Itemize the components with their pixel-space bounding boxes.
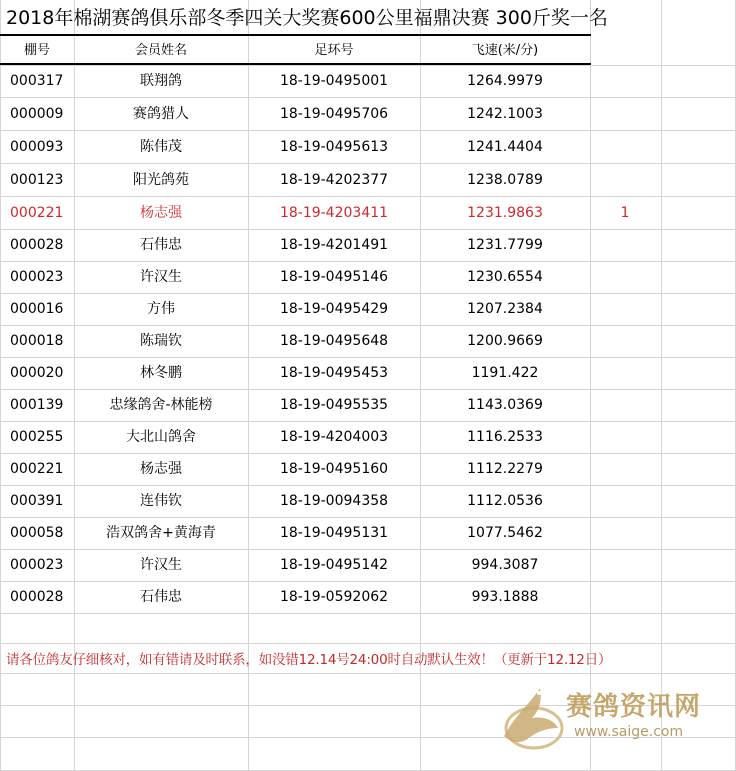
cell-ring: 18-19-0495001 <box>279 73 389 89</box>
grid-row-line <box>0 485 736 486</box>
cell-name: 杨志强 <box>140 205 182 221</box>
cell-name: 石伟忠 <box>140 589 182 605</box>
cell-id: 000058 <box>10 525 64 541</box>
header-rule <box>0 63 591 65</box>
grid-row-line <box>0 581 736 582</box>
grid-row-line <box>0 517 736 518</box>
column-header-ring: 足环号 <box>314 43 354 58</box>
cell-ring: 18-19-0495613 <box>279 139 389 155</box>
grid-row-line <box>0 421 736 422</box>
cell-id: 000028 <box>10 589 64 605</box>
cell-name: 连伟钦 <box>140 493 182 509</box>
watermark-url: www.saige.com <box>574 724 684 740</box>
grid-column-line <box>661 0 662 771</box>
cell-id: 000028 <box>10 237 64 253</box>
cell-id: 000016 <box>10 301 64 317</box>
cell-id: 000020 <box>10 365 64 381</box>
sheet-title: 2018年棉湖赛鸽俱乐部冬季四关大奖赛600公里福鼎决赛 300斤奖一名 <box>6 7 608 29</box>
pigeon-logo-icon <box>496 684 566 756</box>
cell-name: 林冬鹏 <box>140 365 182 381</box>
cell-name: 陈瑞钦 <box>140 333 182 349</box>
cell-ring: 18-19-0495429 <box>279 301 389 317</box>
cell-name: 杨志强 <box>140 461 182 477</box>
cell-speed: 1242.1003 <box>467 106 543 122</box>
cell-name: 赛鸽猎人 <box>133 106 189 122</box>
cell-id: 000093 <box>10 139 64 155</box>
grid-row-line <box>0 643 736 644</box>
grid-row-line <box>0 130 736 131</box>
grid-row-line <box>0 229 736 230</box>
cell-name: 许汉生 <box>140 557 182 573</box>
column-header-speed: 飞速(米/分) <box>471 43 539 58</box>
cell-ring: 18-19-0495535 <box>279 397 389 413</box>
cell-name: 方伟 <box>147 301 175 317</box>
cell-ring: 18-19-4201491 <box>279 237 389 253</box>
cell-speed: 1207.2384 <box>467 301 543 317</box>
cell-ring: 18-19-0495648 <box>279 333 389 349</box>
cell-ring: 18-19-0495453 <box>279 365 389 381</box>
grid-row-line <box>0 293 736 294</box>
cell-ring: 18-19-0094358 <box>279 493 389 509</box>
cell-id: 000123 <box>10 172 64 188</box>
cell-speed: 993.1888 <box>471 589 539 605</box>
cell-speed: 1231.7799 <box>467 237 543 253</box>
cell-speed: 1077.5462 <box>467 525 543 541</box>
cell-name: 浩双鸽舍+黄海青 <box>106 525 216 541</box>
cell-ring: 18-19-4204003 <box>279 429 389 445</box>
cell-name: 许汉生 <box>140 269 182 285</box>
cell-id: 000023 <box>10 557 64 573</box>
grid-row-line <box>0 196 736 197</box>
grid-row-line <box>0 389 736 390</box>
cell-speed: 1112.2279 <box>467 461 543 477</box>
title-rule <box>0 34 591 36</box>
cell-name: 陈伟茂 <box>140 139 182 155</box>
cell-name: 石伟忠 <box>140 237 182 253</box>
cell-speed: 1200.9669 <box>467 333 543 349</box>
cell-prize: 1 <box>620 205 630 221</box>
grid-row-line <box>0 613 736 614</box>
grid-row-line <box>0 65 736 66</box>
watermark <box>496 680 706 760</box>
cell-name: 联翔鸽 <box>140 73 182 89</box>
cell-speed: 1231.9863 <box>467 205 543 221</box>
cell-speed: 1116.2533 <box>467 429 543 445</box>
grid-row-line <box>0 97 736 98</box>
cell-id: 000018 <box>10 333 64 349</box>
cell-ring: 18-19-0495146 <box>279 269 389 285</box>
cell-id: 000317 <box>10 73 64 89</box>
cell-speed: 1230.6554 <box>467 269 543 285</box>
cell-speed: 1238.0789 <box>467 172 543 188</box>
grid-row-line <box>0 549 736 550</box>
cell-name: 阳光鸽苑 <box>133 172 189 188</box>
grid-row-line <box>0 325 736 326</box>
cell-id: 000139 <box>10 397 64 413</box>
cell-speed: 1264.9979 <box>467 73 543 89</box>
cell-id: 000023 <box>10 269 64 285</box>
cell-ring: 18-19-0495131 <box>279 525 389 541</box>
watermark-name: 赛鸽资讯网 <box>566 692 702 722</box>
cell-name: 大北山鸽舍 <box>126 429 196 445</box>
cell-ring: 18-19-0592062 <box>279 589 389 605</box>
column-header-id: 棚号 <box>23 43 50 58</box>
cell-id: 000009 <box>10 106 64 122</box>
grid-row-line <box>0 163 736 164</box>
cell-speed: 1191.422 <box>471 365 539 381</box>
grid-row-line <box>0 453 736 454</box>
cell-ring: 18-19-0495142 <box>279 557 389 573</box>
cell-speed: 1241.4404 <box>467 139 543 155</box>
grid-row-line <box>0 261 736 262</box>
cell-ring: 18-19-0495706 <box>279 106 389 122</box>
cell-speed: 994.3087 <box>471 557 539 573</box>
cell-ring: 18-19-0495160 <box>279 461 389 477</box>
cell-speed: 1112.0536 <box>467 493 543 509</box>
grid-row-line <box>0 673 736 674</box>
cell-speed: 1143.0369 <box>467 397 543 413</box>
grid-column-line <box>0 0 1 771</box>
cell-id: 000255 <box>10 429 64 445</box>
cell-name: 忠缘鸽舍-林能榜 <box>109 397 213 413</box>
cell-id: 000221 <box>10 205 64 221</box>
grid-row-line <box>0 357 736 358</box>
cell-id: 000391 <box>10 493 64 509</box>
column-header-name: 会员姓名 <box>134 43 187 58</box>
cell-id: 000221 <box>10 461 64 477</box>
cell-ring: 18-19-4202377 <box>279 172 389 188</box>
notice-text: 请各位鸽友仔细核对，如有错请及时联系，如没错12.14号24:00时自动默认生效！（更新于12.12日） <box>6 652 612 668</box>
cell-ring: 18-19-4203411 <box>279 205 389 221</box>
